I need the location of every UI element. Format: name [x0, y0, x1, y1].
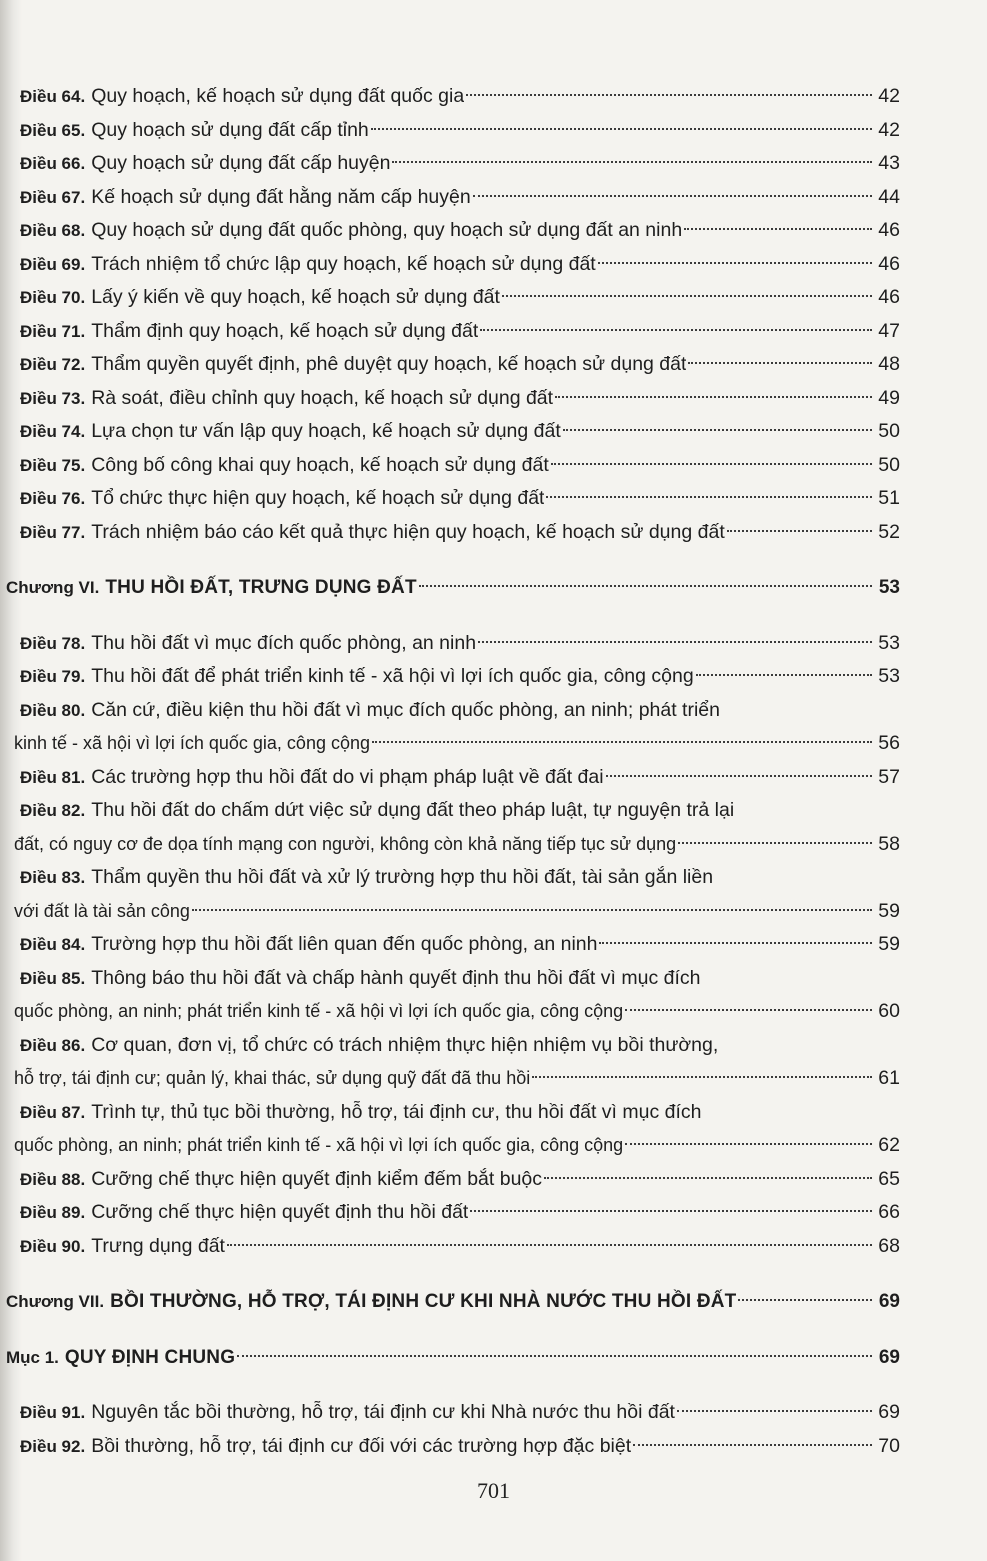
toc-entry [0, 627, 900, 661]
page-ref: 65 [878, 1167, 900, 1190]
toc-entry [0, 482, 900, 516]
dot-leader [625, 1143, 872, 1145]
article-title: Bồi thường, hỗ trợ, tái định cư đối với các trường hợp đặc biệt [91, 1434, 632, 1457]
toc-entry [0, 214, 900, 248]
chapter-title: THU HỒI ĐẤT, TRƯNG DỤNG ĐẤT [105, 577, 417, 598]
article-number: Điều 78. [20, 633, 86, 653]
toc-entry [0, 281, 900, 315]
toc-entry [0, 114, 900, 148]
toc-entry [0, 181, 900, 215]
toc-entry [0, 348, 900, 382]
article-number: Điều 82. [20, 801, 86, 820]
toc-entry [0, 660, 900, 694]
toc-entry [0, 147, 900, 181]
article-number: Điều 89. [20, 1203, 86, 1222]
page-ref: 68 [878, 1234, 900, 1257]
article-number: Điều 92. [20, 1436, 86, 1456]
page-ref: 69 [878, 1291, 900, 1312]
article-title: Nguyên tắc bồi thường, hỗ trợ, tái định cư khi Nhà nước thu hồi đất [91, 1401, 675, 1423]
article-title: Trách nhiệm tổ chức lập quy hoạch, kế hoạch sử dụng đất [91, 252, 596, 275]
article-number: Điều 75. [20, 455, 86, 475]
dot-leader [371, 128, 872, 130]
article-title: Trường hợp thu hồi đất liên quan đến quốc phòng, an ninh [91, 933, 598, 955]
page-ref: 56 [878, 732, 900, 754]
article-number: Điều 91. [20, 1403, 86, 1422]
toc-entry [0, 1230, 900, 1264]
dot-leader [563, 429, 872, 431]
article-title-continued: đất, có nguy cơ đe dọa tính mạng con người, không còn khả năng tiếp tục sử dụng [14, 833, 677, 854]
dot-leader [480, 329, 872, 331]
toc-chapter [0, 571, 900, 605]
article-title: Quy hoạch sử dụng đất quốc phòng, quy hoạch sử dụng đất an ninh [91, 219, 683, 241]
chapter-number: Chương VI. [6, 578, 100, 597]
page-ref: 43 [878, 152, 900, 174]
toc-entry [0, 761, 900, 795]
article-number: Điều 74. [20, 422, 86, 441]
article-title: Quy hoạch sử dụng đất cấp huyện [91, 152, 391, 174]
toc-entry [0, 928, 900, 962]
dot-leader [555, 396, 872, 398]
article-number: Điều 67. [20, 187, 86, 207]
page-ref: 57 [878, 765, 900, 788]
article-title: Căn cứ, điều kiện thu hồi đất vì mục đích quốc phòng, an ninh; phát triển [91, 698, 720, 721]
article-title: Thu hồi đất do chấm dứt việc sử dụng đất theo pháp luật, tự nguyện trả lại [91, 799, 735, 821]
page-ref: 42 [878, 85, 900, 107]
toc-entry [0, 80, 900, 114]
page-ref: 44 [878, 185, 900, 208]
toc-entry [0, 861, 900, 928]
article-title: Rà soát, điều chỉnh quy hoạch, kế hoạch sử dụng đất [91, 386, 554, 409]
toc-entry [0, 1163, 900, 1197]
article-number: Điều 64. [20, 87, 86, 106]
toc-entry [0, 449, 900, 483]
page-ref: 66 [878, 1201, 900, 1223]
page-ref: 51 [878, 487, 900, 509]
toc-entry [0, 315, 900, 349]
dot-leader [473, 195, 872, 197]
dot-leader [478, 641, 872, 643]
dot-leader [738, 1299, 872, 1301]
page-ref: 53 [878, 631, 900, 654]
page-ref: 70 [878, 1434, 900, 1457]
article-title: Thẩm định quy hoạch, kế hoạch sử dụng đất [91, 319, 479, 342]
dot-leader [392, 161, 872, 163]
article-title: Thẩm quyền quyết định, phê duyệt quy hoạch, kế hoạch sử dụng đất [91, 353, 687, 375]
article-number: Điều 81. [20, 767, 86, 787]
article-title: Tổ chức thực hiện quy hoạch, kế hoạch sử dụng đất [91, 487, 545, 509]
toc-entry [0, 1029, 900, 1096]
article-title-continued: với đất là tài sản công [14, 900, 190, 921]
article-title-continued: hỗ trợ, tái định cư; quản lý, khai thác, sử dụng quỹ đất đã thu hồi [14, 1068, 531, 1088]
page-ref: 46 [878, 286, 900, 308]
article-title: Thẩm quyền thu hồi đất và xử lý trường hợp thu hồi đất, tài sản gắn liền [91, 866, 714, 888]
article-number: Điều 83. [20, 868, 86, 887]
page-ref: 46 [878, 219, 900, 241]
chapter-title: BỒI THƯỜNG, HỖ TRỢ, TÁI ĐỊNH CƯ KHI NHÀ NƯỚC THU HỒI ĐẤT [110, 1291, 737, 1312]
page-ref: 47 [878, 319, 900, 342]
article-title: Thu hồi đất vì mục đích quốc phòng, an ninh [91, 631, 477, 654]
page-number: 701 [477, 1478, 510, 1503]
article-title: Thông báo thu hồi đất và chấp hành quyết định thu hồi đất vì mục đích [91, 966, 701, 989]
page-ref: 59 [878, 933, 900, 955]
dot-leader [727, 530, 872, 532]
article-number: Điều 90. [20, 1236, 86, 1256]
article-number: Điều 80. [20, 700, 86, 720]
dot-leader [688, 362, 872, 364]
dot-leader [470, 1210, 872, 1212]
dot-leader [625, 1009, 872, 1011]
toc-entry [0, 382, 900, 416]
toc-entry [0, 1196, 900, 1230]
article-title: Cưỡng chế thực hiện quyết định kiểm đếm bắt buộc [91, 1167, 543, 1190]
article-number: Điều 72. [20, 355, 86, 374]
page-ref: 53 [878, 665, 900, 687]
page-ref: 49 [878, 386, 900, 409]
article-title: Cưỡng chế thực hiện quyết định thu hồi đất [91, 1201, 469, 1223]
toc-entry [0, 794, 900, 861]
page-ref: 69 [878, 1401, 900, 1423]
toc-entry [0, 1396, 900, 1430]
dot-leader [599, 942, 872, 944]
section-title: QUY ĐỊNH CHUNG [64, 1346, 236, 1368]
article-number: Điều 79. [20, 667, 86, 686]
page-ref: 42 [878, 118, 900, 141]
article-title-continued: quốc phòng, an ninh; phát triển kinh tế - xã hội vì lợi ích quốc gia, công cộng [14, 1001, 624, 1021]
dot-leader [227, 1244, 872, 1246]
article-number: Điều 86. [20, 1035, 86, 1055]
article-title: Lựa chọn tư vấn lập quy hoạch, kế hoạch sử dụng đất [91, 420, 561, 442]
article-title-continued: kinh tế - xã hội vì lợi ích quốc gia, công cộng [14, 733, 371, 753]
page-ref: 60 [878, 1000, 900, 1022]
page-ref: 62 [878, 1134, 900, 1156]
article-number: Điều 68. [20, 221, 86, 240]
article-number: Điều 77. [20, 522, 86, 542]
article-title: Trưng dụng đất [91, 1234, 225, 1257]
dot-leader [678, 842, 872, 844]
article-title: Công bố công khai quy hoạch, kế hoạch sử dụng đất [91, 453, 549, 476]
article-title: Cơ quan, đơn vị, tổ chức có trách nhiệm thực hiện nhiệm vụ bồi thường, [91, 1033, 719, 1056]
toc-entry [0, 1096, 900, 1163]
dot-leader [466, 94, 872, 96]
toc-section [0, 1341, 900, 1375]
article-number: Điều 84. [20, 935, 86, 954]
toc-entry [0, 694, 900, 761]
table-of-contents [0, 80, 900, 1463]
article-title: Quy hoạch sử dụng đất cấp tỉnh [91, 118, 369, 141]
article-title: Trách nhiệm báo cáo kết quả thực hiện quy hoạch, kế hoạch sử dụng đất [91, 520, 725, 543]
article-title: Các trường hợp thu hồi đất do vi phạm pháp luật về đất đai [91, 765, 604, 788]
chapter-number: Chương VII. [6, 1292, 105, 1311]
article-title: Thu hồi đất để phát triển kinh tế - xã hội vì lợi ích quốc gia, công cộng [91, 665, 694, 687]
dot-leader [696, 674, 872, 676]
article-number: Điều 71. [20, 321, 86, 341]
dot-leader [633, 1444, 872, 1446]
article-number: Điều 88. [20, 1169, 86, 1189]
toc-chapter [0, 1285, 900, 1319]
section-number: Mục 1. [6, 1347, 59, 1367]
article-title: Kế hoạch sử dụng đất hằng năm cấp huyện [91, 185, 471, 208]
toc-entry [0, 962, 900, 1029]
toc-entry [0, 415, 900, 449]
dot-leader [192, 909, 872, 911]
dot-leader [502, 295, 872, 297]
article-number: Điều 69. [20, 254, 86, 274]
dot-leader [546, 496, 872, 498]
dot-leader [372, 741, 872, 743]
page-ref: 69 [878, 1346, 900, 1368]
toc-entry [0, 1430, 900, 1464]
article-number: Điều 65. [20, 120, 86, 140]
article-title: Trình tự, thủ tục bồi thường, hỗ trợ, tái định cư, thu hồi đất vì mục đích [91, 1100, 702, 1123]
dot-leader [544, 1177, 872, 1179]
article-number: Điều 66. [20, 154, 86, 173]
dot-leader [551, 463, 872, 465]
article-title-continued: quốc phòng, an ninh; phát triển kinh tế - xã hội vì lợi ích quốc gia, công cộng [14, 1135, 624, 1155]
page-ref: 46 [878, 252, 900, 275]
article-number: Điều 85. [20, 968, 86, 988]
toc-entry [0, 516, 900, 550]
dot-leader [598, 262, 872, 264]
dot-leader [237, 1355, 872, 1357]
dot-leader [606, 775, 872, 777]
dot-leader [419, 585, 872, 587]
article-title: Quy hoạch, kế hoạch sử dụng đất quốc gia [91, 85, 465, 107]
article-number: Điều 70. [20, 288, 86, 307]
dot-leader [677, 1410, 872, 1412]
page-ref: 53 [878, 577, 900, 598]
dot-leader [684, 228, 872, 230]
page-ref: 50 [878, 453, 900, 476]
article-title: Lấy ý kiến về quy hoạch, kế hoạch sử dụng đất [91, 286, 500, 308]
page-ref: 61 [878, 1067, 900, 1089]
article-number: Điều 73. [20, 388, 86, 408]
page-ref: 52 [878, 520, 900, 543]
page-ref: 48 [878, 353, 900, 375]
dot-leader [532, 1076, 872, 1078]
page-ref: 58 [878, 832, 900, 855]
page-ref: 59 [878, 899, 900, 922]
article-number: Điều 76. [20, 489, 86, 508]
toc-entry [0, 248, 900, 282]
page-ref: 50 [878, 420, 900, 442]
article-number: Điều 87. [20, 1102, 86, 1122]
